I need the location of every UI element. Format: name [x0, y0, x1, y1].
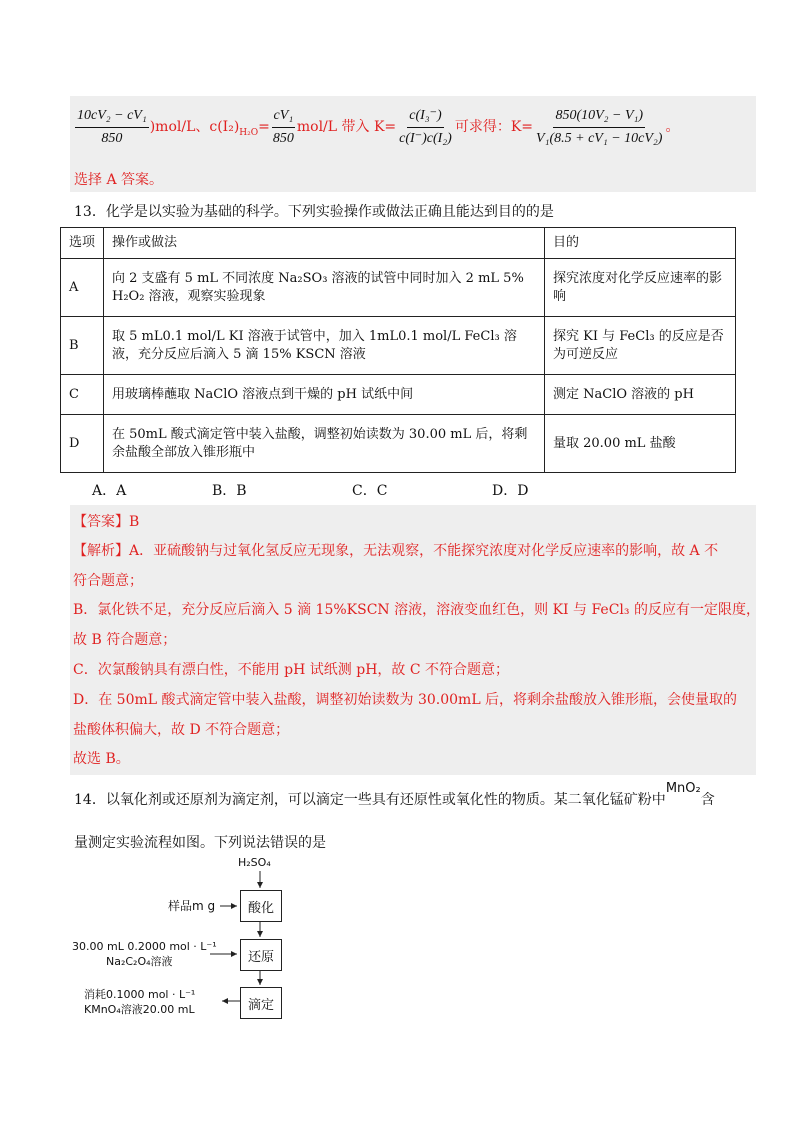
analysis-line-7: 盐酸体积偏大，故 D 不符合题意；	[73, 722, 290, 738]
analysis-line-8: 故选 B。	[73, 751, 130, 767]
row-a-aim: 探究浓度对化学反应速率的影响	[545, 259, 736, 317]
flow-step-acidify: 酸化	[240, 890, 282, 922]
flow-reagent-2-line-1: 30.00 mL 0.2000 mol · L⁻¹	[72, 940, 217, 953]
flow-step-titrate: 滴定	[240, 987, 282, 1019]
row-d-operation: 在 50mL 酸式滴定管中装入盐酸，调整初始读数为 30.00 mL 后，将剩余盐酸全部放入锥形瓶中	[104, 415, 545, 473]
q14-stem-line-1: 14．以氧化剂或还原剂为滴定剂，可以滴定一些具有还原性或氧化性的物质。某二氧化锰矿粉中MnO₂含	[74, 781, 715, 808]
row-b-operation: 取 5 mL0.1 mol/L KI 溶液于试管中，加入 1mL0.1 mol/L FeCl₃ 溶液，充分反应后滴入 5 滴 15% KSCN 溶液	[104, 317, 545, 375]
formula-text-3: 可求得：K=	[454, 119, 534, 135]
analysis-line-3: B．氯化铁不足，充分反应后滴入 5 滴 15%KSCN 溶液，溶液变血红色，则 KI 与 FeCl₃ 的反应有一定限度，	[73, 602, 760, 618]
choice-a: A．A	[92, 483, 127, 499]
analysis-line-1: 【解析】A．亚硫酸钠与过氧化氢反应无现象，无法观察，不能探究浓度对化学反应速率的影响，故 A 不	[73, 543, 719, 559]
fraction-4: $\frac{\text{850(10V₂ − V₁)}}{\text{V₁(8.5 + cV₁ − 10cV₂)}}$	[536, 107, 663, 146]
flow-sample-label: 样品m g	[168, 899, 216, 913]
header-operation: 操作或做法	[104, 228, 545, 259]
row-b-aim: 探究 KI 与 FeCl₃ 的反应是否为可逆反应	[545, 317, 736, 375]
analysis-line-6: D．在 50mL 酸式滴定管中装入盐酸，调整初始读数为 30.00mL 后，将剩余盐酸放入锥形瓶，会使量取的	[73, 692, 738, 708]
row-d-aim: 量取 20.00 mL 盐酸	[545, 415, 736, 473]
subscript-h2o-1: H₂O	[239, 128, 259, 138]
header-aim: 目的	[545, 228, 736, 259]
header-option: 选项	[61, 228, 104, 259]
fraction-2: $\frac{\text{cV₁}}{850}$	[272, 107, 294, 146]
row-a-operation: 向 2 支盛有 5 mL 不同浓度 Na₂SO₃ 溶液的试管中同时加入 2 mL 5% H₂O₂ 溶液，观察实验现象	[104, 259, 545, 317]
flow-reagent-3-line-1: 消耗0.1000 mol · L⁻¹	[84, 988, 196, 1001]
fraction-1: $\frac{\text{10cV₂ − cV₁}}{850}$	[77, 107, 147, 146]
choice-b: B．B	[212, 483, 247, 499]
equals-sign: =	[258, 119, 270, 135]
formula-text-2: mol/L 带入 K=	[296, 119, 397, 135]
row-c-option: C	[61, 375, 104, 415]
q13-answer: 【答案】B	[73, 514, 140, 530]
q14-stem-line-2: 量测定实验流程如图。下列说法错误的是	[74, 835, 326, 851]
mno2-formula: MnO₂	[665, 781, 701, 796]
flow-h2so4-label: H₂SO₄	[238, 856, 271, 869]
flow-step-reduce: 还原	[240, 939, 282, 971]
row-b-option: B	[61, 317, 104, 375]
analysis-line-2: 符合题意；	[73, 573, 143, 589]
analysis-line-5: C．次氯酸钠具有漂白性，不能用 pH 试纸测 pH，故 C 不符合题意；	[73, 662, 510, 678]
flow-reagent-3-line-2: KMnO₄溶液20.00 mL	[84, 1003, 195, 1016]
flow-reagent-2-line-2: Na₂C₂O₄溶液	[106, 955, 173, 968]
row-c-operation: 用玻璃棒蘸取 NaClO 溶液点到干燥的 pH 试纸中间	[104, 375, 545, 415]
formula-end: 。	[665, 119, 680, 135]
row-c-aim: 测定 NaClO 溶液的 pH	[545, 375, 736, 415]
choice-c: C．C	[352, 483, 388, 499]
row-d-option: D	[61, 415, 104, 473]
row-a-option: A	[61, 259, 104, 317]
prev-answer-choose: 选择 A 答案。	[74, 172, 164, 188]
analysis-line-4: 故 B 符合题意；	[73, 632, 177, 648]
choice-d: D．D	[492, 483, 529, 499]
fraction-3: $\frac{\text{c(I₃⁻)}}{\text{c(I⁻)c(I₂)}}$	[399, 107, 452, 146]
formula-text-1: )mol/L、c(I₂)	[149, 119, 240, 135]
q13-stem: 13．化学是以实验为基础的科学。下列实验操作或做法正确且能达到目的的是	[74, 204, 554, 220]
